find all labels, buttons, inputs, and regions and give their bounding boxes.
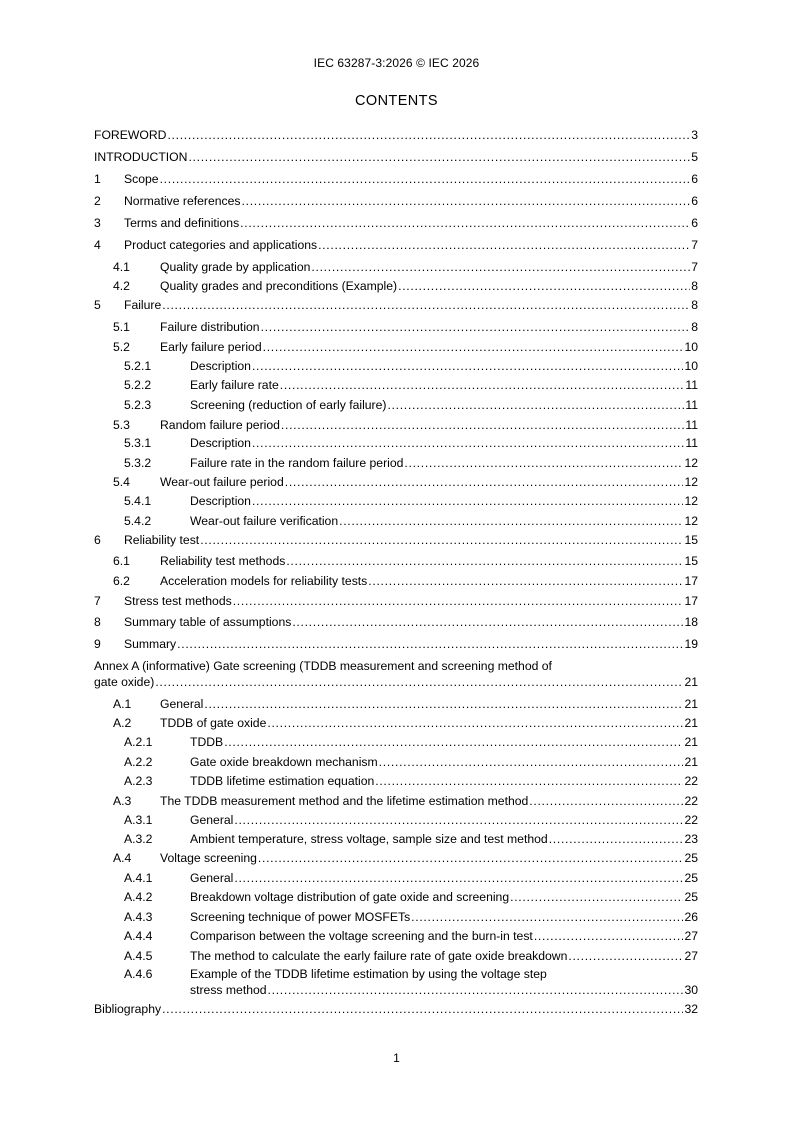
- toc-entry[interactable]: [0, 614, 793, 630]
- toc-entry-number: A.3: [113, 794, 132, 808]
- toc-entry-title: Failure distribution: [160, 320, 260, 334]
- toc-entry-title-line: [0, 966, 793, 982]
- toc-leader-dots: [162, 1001, 683, 1017]
- toc-entry-title: Breakdown voltage distribution of gate oxide and screening: [190, 890, 510, 904]
- toc-entry[interactable]: [0, 193, 793, 209]
- toc-leader-dots: [280, 377, 685, 393]
- toc-entry-page: 10: [684, 340, 698, 354]
- toc-leader-dots: [387, 397, 684, 413]
- toc-entry[interactable]: [0, 754, 793, 770]
- toc-entry[interactable]: [0, 870, 793, 886]
- toc-leader-dots: [411, 909, 683, 925]
- toc-entry-title: Comparison between the voltage screening and the burn-in test: [190, 929, 533, 943]
- toc-entry-number: A.1: [113, 697, 132, 711]
- toc-entry-number: A.4.3: [124, 910, 153, 924]
- toc-entry-page: 25: [684, 851, 698, 865]
- toc-leader-dots: [510, 889, 683, 905]
- toc-entry-number: A.3.1: [124, 813, 153, 827]
- toc-leader-dots: [404, 455, 683, 471]
- toc-entry-title: TDDB: [190, 735, 224, 749]
- toc-entry[interactable]: [0, 773, 793, 789]
- toc-entry-page: 11: [685, 418, 698, 432]
- toc-entry-page: 21: [684, 716, 698, 730]
- toc-entry-number: 8: [94, 615, 101, 629]
- toc-entry[interactable]: [0, 850, 793, 866]
- toc-entry-page: 26: [684, 910, 698, 924]
- toc-entry[interactable]: [0, 909, 793, 925]
- toc-entry[interactable]: [0, 339, 793, 355]
- toc-entry[interactable]: [0, 149, 793, 165]
- toc-entry[interactable]: [0, 278, 793, 294]
- toc-entry-number: 5.4: [113, 475, 130, 489]
- toc-entry-number: 5: [94, 298, 101, 312]
- toc-entry-page: 8: [691, 298, 698, 312]
- toc-entry[interactable]: [0, 812, 793, 828]
- toc-entry-page: 5: [691, 150, 698, 164]
- page-header: IEC 63287-3:2026 © IEC 2026: [313, 56, 480, 70]
- toc-entry[interactable]: [0, 928, 793, 944]
- toc-entry-page: 27: [684, 949, 698, 963]
- toc-leader-dots: [286, 553, 683, 569]
- toc-leader-dots: [398, 278, 690, 294]
- toc-entry-number: 5.3: [113, 418, 130, 432]
- toc-leader-dots: [234, 870, 683, 886]
- toc-leader-dots: [242, 193, 691, 209]
- toc-entry[interactable]: [0, 636, 793, 652]
- toc-entry-title: TDDB lifetime estimation equation: [190, 774, 375, 788]
- toc-entry-page: 27: [684, 929, 698, 943]
- toc-entry-page: 6: [691, 194, 698, 208]
- toc-entry-page: 12: [684, 494, 698, 508]
- toc-leader-dots: [568, 948, 683, 964]
- toc-entry-title: Summary table of assumptions: [124, 615, 292, 629]
- toc-entry[interactable]: [0, 397, 793, 413]
- toc-leader-dots: [252, 358, 683, 374]
- toc-entry-title: Stress test methods: [124, 594, 232, 608]
- toc-entry-title: Screening (reduction of early failure): [190, 398, 387, 412]
- toc-entry-page: 6: [691, 216, 698, 230]
- toc-entry-title: Voltage screening: [160, 851, 257, 865]
- toc-entry[interactable]: [0, 1001, 793, 1017]
- toc-entry[interactable]: [0, 889, 793, 905]
- toc-entry-number: 4.2: [113, 279, 130, 293]
- toc-leader-dots: [204, 696, 683, 712]
- toc-entry[interactable]: [0, 259, 793, 275]
- toc-entry[interactable]: [0, 215, 793, 231]
- toc-entry-title: The TDDB measurement method and the lifetime estimation method: [160, 794, 529, 808]
- toc-entry-page: 6: [691, 172, 698, 186]
- toc-entry-page: 30: [684, 983, 698, 997]
- toc-entry-page: 11: [685, 378, 698, 392]
- toc-entry[interactable]: [0, 493, 793, 509]
- toc-entry[interactable]: [0, 513, 793, 529]
- toc-entry-number: 5.2.2: [124, 378, 152, 392]
- toc-entry[interactable]: [0, 948, 793, 964]
- toc-entry-title: TDDB of gate oxide: [160, 716, 267, 730]
- toc-entry-number: 6: [94, 533, 101, 547]
- toc-leader-dots: [188, 149, 690, 165]
- toc-entry-number: 5.4.2: [124, 514, 152, 528]
- toc-leader-dots: [233, 593, 684, 609]
- toc-entry[interactable]: [0, 734, 793, 750]
- toc-entry-number: 5.4.1: [124, 494, 152, 508]
- toc-entry-page: 32: [684, 1002, 698, 1016]
- toc-entry[interactable]: [0, 377, 793, 393]
- toc-entry[interactable]: [0, 793, 793, 809]
- toc-entry-number: A.4.6: [124, 967, 153, 981]
- toc-entry-page: 10: [684, 359, 698, 373]
- toc-entry-title: stress method: [190, 983, 267, 997]
- toc-leader-dots: [234, 812, 683, 828]
- toc-entry-number: 5.2.3: [124, 398, 152, 412]
- toc-entry-page: 15: [684, 554, 698, 568]
- toc-leader-dots: [224, 734, 683, 750]
- toc-entry-title: Failure: [124, 298, 162, 312]
- toc-entry-page: 19: [684, 637, 698, 651]
- toc-leader-dots: [311, 259, 690, 275]
- toc-entry-number: 4.1: [113, 260, 130, 274]
- toc-leader-dots: [252, 435, 684, 451]
- toc-entry-page: 22: [684, 774, 698, 788]
- toc-entry[interactable]: [0, 435, 793, 451]
- toc-entry[interactable]: [0, 532, 793, 548]
- toc-leader-dots: [258, 850, 684, 866]
- toc-leader-dots: [368, 573, 683, 589]
- toc-entry-title: Screening technique of power MOSFETs: [190, 910, 411, 924]
- toc-leader-dots: [339, 513, 683, 529]
- toc-leader-dots: [261, 319, 691, 335]
- toc-entry-page: 21: [684, 735, 698, 749]
- toc-entry-title: Product categories and applications: [124, 238, 318, 252]
- toc-entry-page: 15: [684, 533, 698, 547]
- toc-entry-title: Terms and definitions: [124, 216, 240, 230]
- toc-entry-page: 7: [691, 238, 698, 252]
- toc-entry-title: Description: [190, 359, 251, 373]
- toc-entry-title: FOREWORD: [94, 128, 167, 142]
- toc-entry[interactable]: [0, 417, 793, 433]
- toc-leader-dots: [267, 715, 683, 731]
- toc-entry-title: Description: [190, 436, 251, 450]
- toc-leader-dots: [529, 793, 683, 809]
- toc-entry-title: Quality grade by application: [160, 260, 311, 274]
- toc-entry-number: 1: [94, 172, 101, 186]
- toc-entry-title: Reliability test: [124, 533, 200, 547]
- toc-entry-title: Early failure period: [160, 340, 262, 354]
- toc-entry-page: 22: [684, 813, 698, 827]
- toc-entry[interactable]: [0, 474, 793, 490]
- toc-entry-number: A.2.3: [124, 774, 153, 788]
- toc-leader-dots: [375, 773, 683, 789]
- toc-entry-title: Reliability test methods: [160, 554, 286, 568]
- toc-entry-page: 18: [684, 615, 698, 629]
- toc-entry-page: 11: [685, 436, 698, 450]
- toc-entry-title: Scope: [124, 172, 159, 186]
- toc-leader-dots: [281, 417, 684, 433]
- toc-entry-page: 21: [684, 697, 698, 711]
- toc-entry-number: 9: [94, 637, 101, 651]
- toc-entry-number: A.4.5: [124, 949, 153, 963]
- toc-entry-title: Ambient temperature, stress voltage, sample size and test method: [190, 832, 548, 846]
- toc-entry[interactable]: [0, 982, 793, 998]
- toc-leader-dots: [549, 831, 684, 847]
- toc-entry[interactable]: [0, 237, 793, 253]
- toc-entry-title: Summary: [124, 637, 177, 651]
- toc-entry-number: 5.2: [113, 340, 130, 354]
- toc-leader-dots: [252, 493, 683, 509]
- toc-entry-number: A.2.1: [124, 735, 153, 749]
- toc-entry-title: Annex A (informative) Gate screening (TDDB measurement and screening method of: [94, 659, 552, 673]
- toc-entry[interactable]: [0, 593, 793, 609]
- toc-entry-number: A.4.1: [124, 871, 153, 885]
- toc-entry-number: A.4.2: [124, 890, 153, 904]
- toc-entry-page: 25: [684, 890, 698, 904]
- toc-entry-title: Gate oxide breakdown mechanism: [190, 755, 378, 769]
- toc-entry[interactable]: [0, 715, 793, 731]
- toc-entry-page: 22: [684, 794, 698, 808]
- toc-leader-dots: [318, 237, 690, 253]
- toc-entry-page: 8: [691, 320, 698, 334]
- toc-entry-page: 12: [684, 456, 698, 470]
- toc-entry-number: A.3.2: [124, 832, 153, 846]
- toc-entry-number: 5.3.2: [124, 456, 152, 470]
- toc-entry-title: Wear-out failure verification: [190, 514, 339, 528]
- toc-entry-title: General: [160, 697, 204, 711]
- toc-entry-page: 3: [691, 128, 698, 142]
- toc-entry-page: 8: [691, 279, 698, 293]
- toc-entry-number: 5.2.1: [124, 359, 152, 373]
- toc-leader-dots: [155, 674, 683, 690]
- toc-entry-page: 23: [684, 832, 698, 846]
- toc-entry-title: Description: [190, 494, 251, 508]
- toc-leader-dots: [263, 339, 684, 355]
- toc-entry-number: 5.1: [113, 320, 130, 334]
- toc-entry-page: 12: [684, 514, 698, 528]
- toc-entry-title: Quality grades and preconditions (Example): [160, 279, 398, 293]
- toc-entry-title: General: [190, 813, 234, 827]
- toc-leader-dots: [285, 474, 684, 490]
- toc-leader-dots: [177, 636, 683, 652]
- toc-entry-title: Wear-out failure period: [160, 475, 284, 489]
- toc-entry-title: The method to calculate the early failure rate of gate oxide breakdown: [190, 949, 568, 963]
- toc-entry-title: gate oxide): [94, 675, 155, 689]
- toc-entry-title-line: [0, 658, 793, 674]
- toc-entry-number: A.4.4: [124, 929, 153, 943]
- toc-entry-page: 12: [684, 475, 698, 489]
- toc-entry-number: A.2.2: [124, 755, 153, 769]
- toc-entry-title: Normative references: [124, 194, 241, 208]
- toc-leader-dots: [160, 171, 691, 187]
- toc-leader-dots: [162, 297, 690, 313]
- toc-entry[interactable]: [0, 573, 793, 589]
- toc-entry[interactable]: [0, 831, 793, 847]
- toc-entry-number: 3: [94, 216, 101, 230]
- toc-entry-title: Example of the TDDB lifetime estimation by using the voltage step: [190, 967, 547, 981]
- toc-entry-page: 21: [684, 755, 698, 769]
- toc-entry-page: 11: [685, 398, 698, 412]
- toc-entry-number: A.2: [113, 716, 132, 730]
- toc-leader-dots: [292, 614, 683, 630]
- page-number: 1: [393, 1051, 400, 1065]
- toc-entry-page: 17: [684, 594, 698, 608]
- toc-entry[interactable]: [0, 696, 793, 712]
- toc-entry-title: Bibliography: [94, 1002, 162, 1016]
- toc-entry-number: 6.1: [113, 554, 130, 568]
- toc-entry[interactable]: [0, 319, 793, 335]
- toc-entry-title: General: [190, 871, 234, 885]
- toc-entry[interactable]: [0, 358, 793, 374]
- toc-entry-page: 17: [684, 574, 698, 588]
- page-title: CONTENTS: [355, 93, 438, 109]
- toc-leader-dots: [167, 127, 690, 143]
- toc-entry[interactable]: [0, 297, 793, 313]
- toc-entry-number: 6.2: [113, 574, 130, 588]
- toc-leader-dots: [240, 215, 690, 231]
- toc-entry-number: 7: [94, 594, 101, 608]
- toc-entry-title: INTRODUCTION: [94, 150, 188, 164]
- toc-leader-dots: [200, 532, 683, 548]
- toc-entry-number: 2: [94, 194, 101, 208]
- toc-entry-title: Early failure rate: [190, 378, 279, 392]
- toc-leader-dots: [379, 754, 684, 770]
- toc-entry[interactable]: [0, 553, 793, 569]
- toc-entry-title: Random failure period: [160, 418, 280, 432]
- toc-entry-page: 21: [684, 675, 698, 689]
- toc-leader-dots: [268, 982, 684, 998]
- toc-entry[interactable]: [0, 171, 793, 187]
- toc-entry[interactable]: [0, 674, 793, 690]
- toc-entry-title: Failure rate in the random failure period: [190, 456, 404, 470]
- toc-entry-number: 5.3.1: [124, 436, 152, 450]
- toc-entry-title: Acceleration models for reliability tests: [160, 574, 368, 588]
- toc-entry[interactable]: [0, 455, 793, 471]
- toc-leader-dots: [534, 928, 684, 944]
- toc-entry-page: 25: [684, 871, 698, 885]
- toc-entry-number: 4: [94, 238, 101, 252]
- toc-entry-number: A.4: [113, 851, 132, 865]
- toc-entry[interactable]: [0, 127, 793, 143]
- toc-entry-page: 7: [691, 260, 698, 274]
